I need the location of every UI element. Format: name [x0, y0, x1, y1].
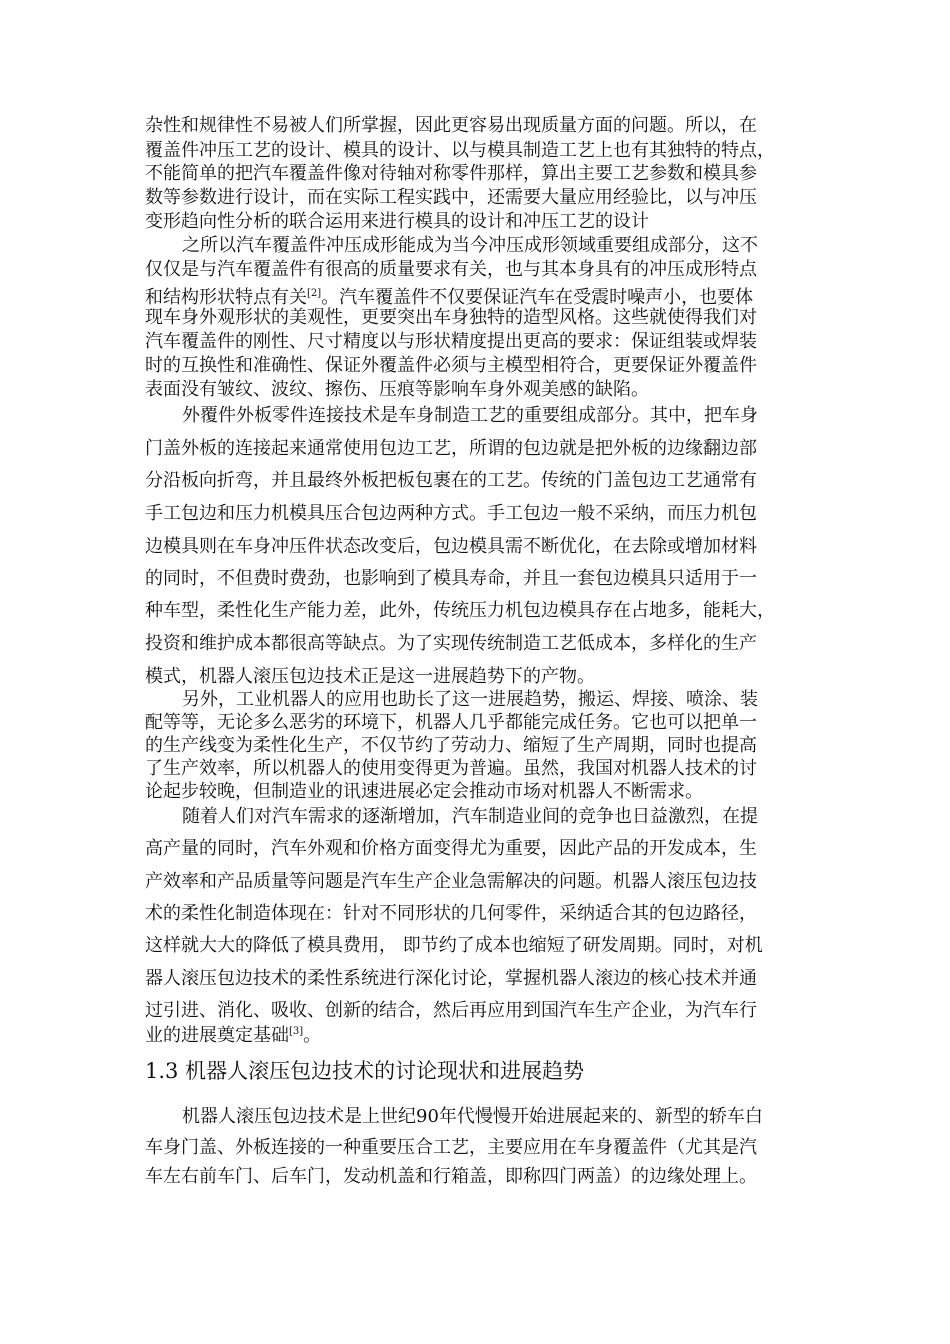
p4-line-4: 了生产效率，所以机器人的使用变得更为普遍。虽然，我国对机器人技术的讨 [145, 758, 757, 779]
p3-line-3: 分沿板向折弯，并且最终外板把板包裹在的工艺。传统的门盖包边工艺通常有 [145, 470, 757, 491]
p6-line-2: 车身门盖、外板连接的一种重要压合工艺，主要应用在车身覆盖件（尤其是汽 [145, 1137, 757, 1158]
p6-line-3: 车左右前车门、后车门，发动机盖和行箱盖，即称四门两盖）的边缘处理上。 [145, 1166, 757, 1187]
p2-line-3-rest: 。汽车覆盖件不仅要保证汽车在受震时噪声小，也要体 [321, 287, 754, 308]
p3-line-6: 的同时，不但费时费劲，也影响到了模具寿命，并且一套包边模具只适用于一 [145, 568, 757, 589]
p5-line-5: 这样就大大的降低了模具费用， 即节约了成本也缩短了研发周期。同时，对机 [145, 935, 763, 956]
p1-line-2: 覆盖件冲压工艺的设计、模具的设计、以与模具制造工艺上也有其独特的特点， [145, 140, 775, 161]
p5-line-1: 随着人们对汽车需求的逐渐增加，汽车制造业间的竞争也日益激烈，在提 [182, 806, 758, 827]
p4-line-2: 配等等，无论多么恶劣的环境下，机器人几乎都能完成任务。它也可以把单一 [145, 712, 757, 733]
p4-line-3: 的生产线变为柔性化生产，不仅节约了劳动力、缩短了生产周期，同时也提高 [145, 735, 757, 756]
p2-line-3 [145, 283, 753, 309]
p5-line-2: 高产量的同时，汽车外观和价格方面变得尤为重要，因此产品的开发成本，生 [145, 838, 757, 859]
p2-line-4: 现车身外观形状的美观性，更要突出车身独特的造型风格。这些就使得我们对 [145, 307, 757, 328]
p5-line-4: 术的柔性化制造体现在：针对不同形状的几何零件，采纳适合其的包边路径， [145, 903, 757, 924]
citation-ref-2: [2] [307, 288, 322, 299]
p5-line-3: 产效率和产品质量等问题是汽车生产企业急需解决的问题。机器人滚压包边技 [145, 871, 757, 892]
p1-line-5: 变形趋向性分析的联合运用来进行模具的设计和冲压工艺的设计 [145, 211, 649, 232]
p2-line-1: 之所以汽车覆盖件冲压成形能成为当今冲压成形领域重要组成部分，这不 [182, 235, 758, 256]
p5-line-8-tail: 。 [303, 1025, 322, 1046]
p1-line-1: 杂性和规律性不易被人们所掌握，因此更容易出现质量方面的问题。所以，在 [145, 115, 757, 136]
p5-line-7: 过引进、消化、吸收、创新的结合，然后再应用到国汽车生产企业，为汽车行 [145, 1000, 757, 1021]
p3-line-4: 手工包边和压力机模具压合包边两种方式。手工包边一般不采纳，而压力机包 [145, 503, 757, 524]
section-heading: 1.3 机器人滚压包边技术的讨论现状和进展趋势 [145, 1059, 585, 1083]
p3-line-2: 门盖外板的连接起来通常使用包边工艺，所谓的包边就是把外板的边缘翻边部 [145, 438, 757, 459]
p1-line-3: 不能简单的把汽车覆盖件像对待轴对称零件那样，算出主要工艺参数和模具参 [145, 163, 757, 184]
p3-line-1: 外覆件外板零件连接技术是车身制造工艺的重要组成部分。其中，把车身 [182, 405, 758, 426]
p3-line-9: 模式，机器人滚压包边技术正是这一进展趋势下的产物。 [145, 666, 595, 687]
citation-ref-3: [3] [289, 1026, 304, 1037]
p5-line-6: 器人滚压包边技术的柔性系统进行深化讨论，掌握机器人滚边的核心技术并通 [145, 968, 757, 989]
p4-line-1: 另外，工业机器人的应用也助长了这一进展趋势，搬运、焊接、喷涂、装 [182, 689, 758, 710]
p2-line-7: 表面没有皱纹、波纹、擦伤、压痕等影响车身外观美感的缺陷。 [145, 379, 649, 400]
p5-line-8-text: 业的进展奠定基础 [145, 1025, 289, 1046]
p3-line-7: 种车型，柔性化生产能力差，此外，传统压力机包边模具存在占地多，能耗大， [145, 600, 775, 621]
p4-line-5: 论起步较晚，但制造业的讯速进展必定会推动市场对机器人不断需求。 [145, 781, 703, 802]
p3-line-8: 投资和维护成本都很高等缺点。为了实现传统制造工艺低成本，多样化的生产 [145, 633, 757, 654]
p2-line-2: 仅仅是与汽车覆盖件有很高的质量要求有关，也与其本身具有的冲压成形特点 [145, 259, 757, 280]
p5-line-8 [145, 1021, 321, 1047]
p2-line-5: 汽车覆盖件的刚性、尺寸精度以与形状精度提出更高的要求：保证组装或焊装 [145, 331, 757, 352]
p2-line-6: 时的互换性和准确性、保证外覆盖件必须与主模型相符合，更要保证外覆盖件 [145, 355, 757, 376]
p6-line-1: 机器人滚压包边技术是上世纪90年代慢慢开始进展起来的、新型的轿车白 [182, 1106, 763, 1127]
p1-line-4: 数等参数进行设计，而在实际工程实践中，还需要大量应用经验比，以与冲压 [145, 187, 757, 208]
p2-line-3-text: 和结构形状特点有关 [145, 287, 307, 308]
p3-line-5: 边模具则在车身冲压件状态改变后，包边模具需不断优化，在去除或增加材料 [145, 536, 757, 557]
